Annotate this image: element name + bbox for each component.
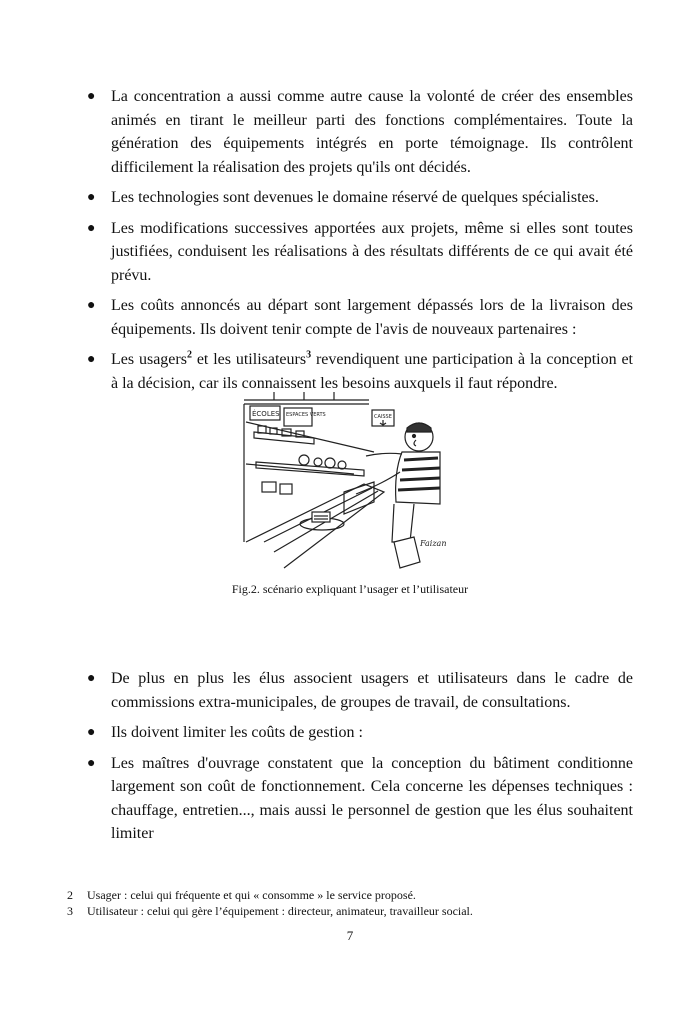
bullet-icon: ● (87, 89, 96, 104)
list-item (87, 217, 633, 288)
page-number: 7 (346, 928, 354, 943)
list-item-text: Les usagers$^2$ et les utilisateurs$^3$ revendiquent une participation à la conception et à la décision, car ils connaissent les besoins auxquels il faut répondre. (111, 349, 633, 392)
figure-caption: Fig.2. scénario expliquant l’usager et l’utilisateur (231, 582, 469, 596)
footnote-ref-2[interactable]: 2 (186, 349, 192, 361)
list-item-text: La concentration a aussi comme autre cause la volonté de créer des ensembles animés en tirant le meilleur parti des fonctions complémentaires. Toute la génération des équipements intégrés en porte témoignage. Ils contrôlent difficilement la réalisation des projets qu'ils ont décidés. (111, 88, 633, 176)
footnote-3 (67, 903, 647, 919)
footnote-text: Utilisateur : celui qui gère l’équipement : directeur, animateur, travailleur social. (87, 904, 473, 918)
list-item (87, 348, 633, 395)
footnote-ref-3[interactable]: 3 (306, 349, 312, 361)
footnote-text: Usager : celui qui fréquente et qui « consomme » le service proposé. (87, 888, 416, 902)
sign-ecoles: ÉCOLES (252, 410, 280, 418)
artist-signature: Faizan (420, 539, 447, 548)
list-item (87, 294, 633, 341)
bullet-list-bottom (87, 667, 633, 853)
bullet-icon: ● (87, 352, 96, 367)
footnote-number: 3 (67, 904, 73, 918)
bullet-icon: ● (87, 755, 96, 771)
list-item (87, 721, 633, 745)
list-item-text: Les coûts annoncés au départ sont largement dépassés lors de la livraison des équipements. Ils doivent tenir compte de l'avis de nouveaux partenaires : (111, 297, 633, 338)
list-item (87, 667, 633, 714)
cartoon-illustration (244, 392, 447, 568)
bullet-icon: ● (87, 671, 96, 686)
bullet-icon: ● (87, 190, 96, 205)
bullet-icon: ● (87, 725, 96, 740)
footnote-2 (67, 887, 647, 903)
list-item-text: Les technologies sont devenues le domaine réservé de quelques spécialistes. (111, 189, 599, 206)
list-item (87, 752, 633, 846)
bullet-icon: ● (87, 298, 96, 313)
bullet-icon: ● (87, 220, 96, 236)
footnotes (67, 887, 647, 919)
sign-caisse: CAISSE (374, 414, 392, 420)
list-item-text: Les modifications successives apportées aux projets, même si elles sont toutes justifiées, conduisent les réalisations à des résultats différents de ce qui avait été prévu. (111, 219, 633, 284)
sign-espaces-verts: ESPACES VERTS (286, 412, 326, 418)
list-item (87, 85, 633, 179)
list-item-text: Ils doivent limiter les coûts de gestion : (111, 724, 363, 741)
list-item (87, 186, 633, 210)
list-item-text: De plus en plus les élus associent usagers et utilisateurs dans le cadre de commissions extra-municipales, de groupes de travail, de consultations. (111, 670, 633, 711)
bullet-list-top (87, 85, 633, 402)
list-item-text: Les maîtres d'ouvrage constatent que la conception du bâtiment conditionne largement son coût de fonctionnement. Cela concerne les dépenses techniques : chauffage, entretien..., mais aussi le personnel de gestion que les élus souhaitent limiter (111, 754, 633, 842)
footnote-number: 2 (67, 888, 73, 902)
